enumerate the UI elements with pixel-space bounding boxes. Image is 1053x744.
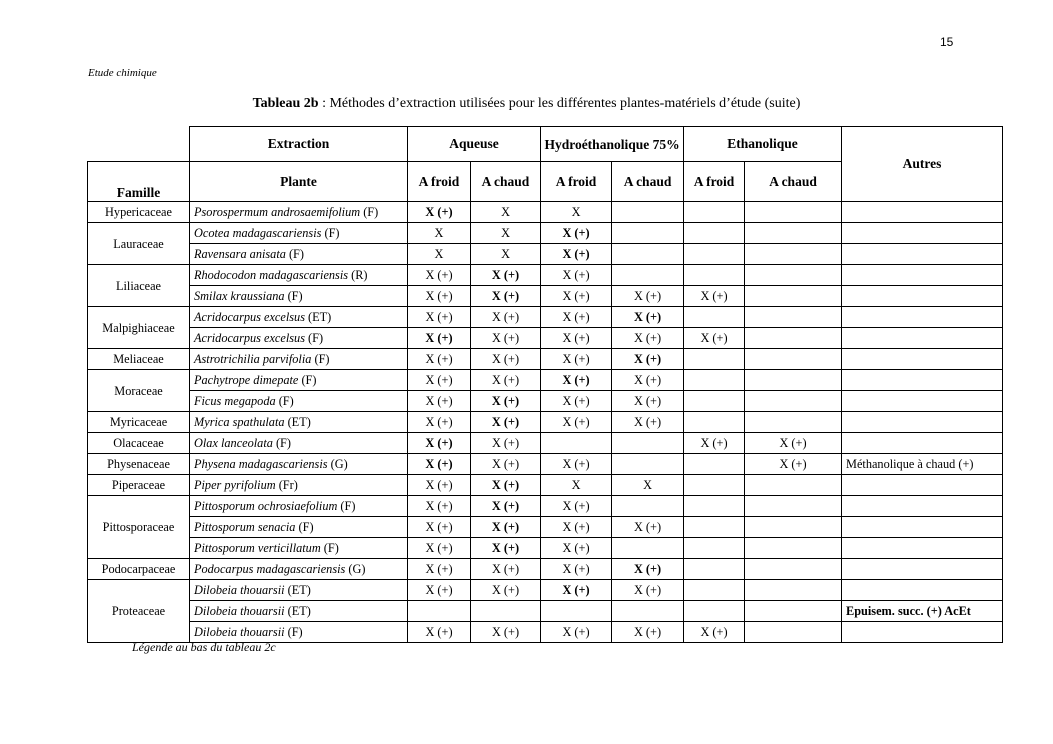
- method-cell: X (+): [408, 580, 471, 601]
- plant-part: (ET): [284, 604, 311, 618]
- method-cell: X (+): [408, 496, 471, 517]
- method-cell: [745, 517, 842, 538]
- plant-part: (F): [304, 331, 324, 345]
- plant-part: (Fr): [275, 478, 298, 492]
- method-cell: X (+): [471, 559, 541, 580]
- method-cell: X (+): [471, 391, 541, 412]
- autres-cell: [842, 496, 1003, 517]
- family-cell: Liliaceae: [88, 265, 190, 307]
- method-cell: [745, 475, 842, 496]
- table-row: [88, 580, 1003, 601]
- method-cell: [684, 475, 745, 496]
- method-cell: X: [471, 223, 541, 244]
- table-row: [88, 601, 1003, 622]
- family-cell: Hypericaceae: [88, 202, 190, 223]
- method-cell: X (+): [408, 307, 471, 328]
- plant-name: Piper pyrifolium: [194, 478, 276, 492]
- plant-name: Pittosporum senacia: [194, 520, 296, 534]
- method-cell: X (+): [541, 391, 612, 412]
- plant-cell: [190, 475, 408, 496]
- table-row: [88, 244, 1003, 265]
- method-cell: X (+): [541, 370, 612, 391]
- method-cell: X (+): [541, 307, 612, 328]
- legend-note: Légende au bas du tableau 2c: [132, 640, 276, 654]
- plant-cell: [190, 580, 408, 601]
- table-row: [88, 391, 1003, 412]
- method-cell: X (+): [612, 307, 684, 328]
- plant-part: (F): [275, 394, 294, 408]
- plant-cell: [190, 433, 408, 454]
- method-cell: X: [471, 202, 541, 223]
- method-cell: X (+): [541, 412, 612, 433]
- plant-cell: [190, 538, 408, 559]
- plant-part: (F): [272, 436, 291, 450]
- method-cell: X (+): [745, 433, 842, 454]
- method-cell: [684, 601, 745, 622]
- method-cell: X (+): [408, 412, 471, 433]
- method-cell: X (+): [541, 223, 612, 244]
- plant-part: (F): [360, 205, 379, 219]
- plant-part: (ET): [284, 583, 311, 597]
- method-cell: [745, 370, 842, 391]
- method-cell: X (+): [541, 559, 612, 580]
- method-cell: [684, 391, 745, 412]
- method-cell: X (+): [541, 580, 612, 601]
- method-cell: X (+): [612, 517, 684, 538]
- table-row: [88, 454, 1003, 475]
- plant-name: Dilobeia thouarsii: [194, 583, 285, 597]
- plant-part: (F): [337, 499, 356, 513]
- method-cell: [612, 265, 684, 286]
- method-cell: [745, 559, 842, 580]
- table-row: [88, 538, 1003, 559]
- autres-cell: [842, 475, 1003, 496]
- header-famille: Famille: [88, 162, 190, 202]
- method-cell: X (+): [541, 244, 612, 265]
- method-cell: X (+): [541, 265, 612, 286]
- plant-part: (F): [321, 226, 340, 240]
- table-caption: [0, 96, 1053, 112]
- method-cell: [684, 559, 745, 580]
- family-cell: Pittosporaceae: [88, 496, 190, 559]
- method-cell: [471, 601, 541, 622]
- plant-name: Myrica spathulata: [194, 415, 285, 429]
- plant-name: Dilobeia thouarsii: [194, 604, 285, 618]
- method-cell: [684, 202, 745, 223]
- method-cell: [684, 244, 745, 265]
- method-cell: [612, 244, 684, 265]
- plant-name: Dilobeia thouarsii: [194, 625, 285, 639]
- method-cell: [745, 265, 842, 286]
- method-cell: [745, 307, 842, 328]
- method-cell: X (+): [408, 433, 471, 454]
- plant-cell: [190, 286, 408, 307]
- method-cell: X (+): [471, 496, 541, 517]
- method-cell: [612, 454, 684, 475]
- plant-part: (F): [295, 520, 314, 534]
- autres-cell: [842, 559, 1003, 580]
- plant-name: Olax lanceolata: [194, 436, 273, 450]
- autres-cell: [842, 370, 1003, 391]
- family-cell: Meliaceae: [88, 349, 190, 370]
- table-row: [88, 328, 1003, 349]
- method-cell: X (+): [541, 538, 612, 559]
- method-cell: X (+): [612, 391, 684, 412]
- method-cell: X (+): [541, 328, 612, 349]
- table-row: [88, 412, 1003, 433]
- autres-cell: Epuisem. succ. (+) AcEt: [842, 601, 1003, 622]
- plant-name: Pittosporum verticillatum: [194, 541, 321, 555]
- autres-cell: [842, 622, 1003, 643]
- method-cell: [745, 601, 842, 622]
- method-cell: X (+): [541, 286, 612, 307]
- plant-cell: [190, 391, 408, 412]
- table-row: [88, 475, 1003, 496]
- method-cell: [612, 202, 684, 223]
- autres-cell: [842, 349, 1003, 370]
- plant-name: Pachytrope dimepate: [194, 373, 299, 387]
- autres-cell: [842, 328, 1003, 349]
- autres-cell: [842, 538, 1003, 559]
- table-row: [88, 433, 1003, 454]
- header-aqueuse: Aqueuse: [408, 127, 541, 162]
- plant-name: Acridocarpus excelsus: [194, 310, 305, 324]
- method-cell: [684, 349, 745, 370]
- method-cell: X: [612, 475, 684, 496]
- plant-cell: [190, 412, 408, 433]
- method-cell: X (+): [471, 580, 541, 601]
- plant-cell: [190, 559, 408, 580]
- plant-name: Physena madagascariensis: [194, 457, 328, 471]
- plant-part: (G): [345, 562, 366, 576]
- method-cell: X: [408, 223, 471, 244]
- method-cell: X (+): [408, 370, 471, 391]
- running-header: Etude chimique: [88, 67, 157, 79]
- header-a-chaud: A chaud: [471, 162, 541, 202]
- method-cell: X (+): [408, 202, 471, 223]
- plant-cell: [190, 370, 408, 391]
- method-cell: X (+): [471, 538, 541, 559]
- extraction-table: [87, 126, 1003, 643]
- method-cell: X (+): [408, 538, 471, 559]
- method-cell: X (+): [612, 559, 684, 580]
- header-a-chaud: A chaud: [745, 162, 842, 202]
- method-cell: [612, 223, 684, 244]
- method-cell: X (+): [408, 454, 471, 475]
- family-cell: Proteaceae: [88, 580, 190, 643]
- autres-cell: [842, 517, 1003, 538]
- table-row: [88, 223, 1003, 244]
- plant-cell: [190, 328, 408, 349]
- autres-cell: [842, 286, 1003, 307]
- plant-part: (G): [327, 457, 348, 471]
- method-cell: X (+): [541, 622, 612, 643]
- method-cell: [745, 496, 842, 517]
- method-cell: X (+): [408, 517, 471, 538]
- autres-cell: [842, 433, 1003, 454]
- method-cell: X (+): [408, 286, 471, 307]
- method-cell: X (+): [471, 370, 541, 391]
- caption-text: : Méthodes d’extraction utilisées pour les différentes plantes-matériels d’étude (suite): [318, 96, 801, 111]
- method-cell: [745, 286, 842, 307]
- method-cell: X (+): [471, 622, 541, 643]
- method-cell: X (+): [471, 328, 541, 349]
- method-cell: X (+): [408, 559, 471, 580]
- autres-cell: Méthanolique à chaud (+): [842, 454, 1003, 475]
- plant-name: Acridocarpus excelsus: [194, 331, 305, 345]
- page-number: 15: [940, 35, 954, 49]
- plant-name: Ravensara anisata: [194, 247, 286, 261]
- method-cell: X: [408, 244, 471, 265]
- plant-cell: [190, 202, 408, 223]
- method-cell: X (+): [684, 328, 745, 349]
- method-cell: [612, 538, 684, 559]
- method-cell: X (+): [684, 433, 745, 454]
- method-cell: X (+): [471, 454, 541, 475]
- family-cell: Moraceae: [88, 370, 190, 412]
- plant-part: (F): [320, 541, 339, 555]
- plant-name: Ficus megapoda: [194, 394, 276, 408]
- family-cell: Myricaceae: [88, 412, 190, 433]
- method-cell: [745, 622, 842, 643]
- method-cell: X (+): [612, 580, 684, 601]
- header-a-froid: A froid: [684, 162, 745, 202]
- plant-name: Smilax kraussiana: [194, 289, 285, 303]
- header-autres: Autres: [842, 127, 1003, 202]
- plant-part: (F): [284, 289, 303, 303]
- method-cell: [745, 412, 842, 433]
- plant-cell: [190, 223, 408, 244]
- autres-cell: [842, 223, 1003, 244]
- header-a-chaud: A chaud: [612, 162, 684, 202]
- table-row: [88, 349, 1003, 370]
- header-a-froid: A froid: [408, 162, 471, 202]
- method-cell: [745, 244, 842, 265]
- plant-name: Rhodocodon madagascariensis: [194, 268, 349, 282]
- method-cell: X (+): [684, 286, 745, 307]
- family-cell: Olacaceae: [88, 433, 190, 454]
- method-cell: X (+): [541, 517, 612, 538]
- method-cell: X (+): [471, 349, 541, 370]
- method-cell: [684, 496, 745, 517]
- method-cell: X (+): [612, 370, 684, 391]
- table-row: [88, 202, 1003, 223]
- method-cell: [684, 370, 745, 391]
- plant-cell: [190, 307, 408, 328]
- plant-part: (F): [285, 247, 304, 261]
- plant-cell: [190, 244, 408, 265]
- family-cell: Podocarpaceae: [88, 559, 190, 580]
- autres-cell: [842, 265, 1003, 286]
- table-row: [88, 286, 1003, 307]
- plant-name: Podocarpus madagascariensis: [194, 562, 346, 576]
- method-cell: [541, 601, 612, 622]
- family-cell: Lauraceae: [88, 223, 190, 265]
- plant-part: (ET): [284, 415, 311, 429]
- table-row: [88, 370, 1003, 391]
- method-cell: X (+): [541, 349, 612, 370]
- autres-cell: [842, 307, 1003, 328]
- method-cell: X (+): [684, 622, 745, 643]
- table-row: [88, 517, 1003, 538]
- method-cell: [745, 328, 842, 349]
- method-cell: X (+): [408, 265, 471, 286]
- method-cell: X (+): [541, 454, 612, 475]
- method-cell: X (+): [612, 349, 684, 370]
- method-cell: X (+): [408, 349, 471, 370]
- method-cell: [684, 412, 745, 433]
- header-a-froid: A froid: [541, 162, 612, 202]
- method-cell: X (+): [471, 475, 541, 496]
- method-cell: X (+): [471, 433, 541, 454]
- method-cell: [684, 223, 745, 244]
- method-cell: X: [541, 202, 612, 223]
- method-cell: [745, 391, 842, 412]
- method-cell: [745, 580, 842, 601]
- method-cell: [684, 307, 745, 328]
- method-cell: X (+): [471, 517, 541, 538]
- method-cell: [541, 433, 612, 454]
- plant-cell: [190, 349, 408, 370]
- method-cell: X (+): [471, 265, 541, 286]
- autres-cell: [842, 391, 1003, 412]
- table-row: [88, 265, 1003, 286]
- autres-cell: [842, 244, 1003, 265]
- method-cell: X: [471, 244, 541, 265]
- plant-part: (R): [348, 268, 368, 282]
- header-extraction: Extraction: [190, 127, 408, 162]
- method-cell: X (+): [471, 286, 541, 307]
- method-cell: X (+): [612, 622, 684, 643]
- method-cell: X: [541, 475, 612, 496]
- header-plante: Plante: [190, 162, 408, 202]
- plant-name: Astrotrichilia parvifolia: [194, 352, 312, 366]
- method-cell: X (+): [612, 412, 684, 433]
- method-cell: [612, 496, 684, 517]
- method-cell: [745, 538, 842, 559]
- family-cell: Malpighiaceae: [88, 307, 190, 349]
- method-cell: [745, 223, 842, 244]
- method-cell: X (+): [745, 454, 842, 475]
- method-cell: X (+): [471, 412, 541, 433]
- autres-cell: [842, 580, 1003, 601]
- method-cell: [612, 433, 684, 454]
- header-hydroethanolique: Hydroéthanolique 75%: [541, 127, 684, 162]
- plant-cell: [190, 265, 408, 286]
- plant-cell: [190, 601, 408, 622]
- plant-cell: [190, 454, 408, 475]
- method-cell: X (+): [408, 328, 471, 349]
- plant-part: (F): [311, 352, 330, 366]
- method-cell: [684, 517, 745, 538]
- method-cell: X (+): [541, 496, 612, 517]
- plant-name: Pittosporum ochrosiaefolium: [194, 499, 338, 513]
- corner-blank: [88, 127, 190, 162]
- caption-label: Tableau 2b: [252, 96, 319, 111]
- method-cell: X (+): [408, 475, 471, 496]
- method-cell: [745, 349, 842, 370]
- method-cell: X (+): [471, 307, 541, 328]
- method-cell: [684, 454, 745, 475]
- table-row: [88, 307, 1003, 328]
- method-cell: [612, 601, 684, 622]
- family-cell: Physenaceae: [88, 454, 190, 475]
- family-cell: Piperaceae: [88, 475, 190, 496]
- plant-part: (ET): [304, 310, 332, 324]
- plant-part: (F): [284, 625, 303, 639]
- plant-name: Ocotea madagascariensis: [194, 226, 322, 240]
- method-cell: [684, 538, 745, 559]
- method-cell: [408, 601, 471, 622]
- plant-name: Psorospermum androsaemifolium: [194, 205, 361, 219]
- table-row: [88, 496, 1003, 517]
- method-cell: [684, 265, 745, 286]
- method-cell: [745, 202, 842, 223]
- method-cell: X (+): [612, 286, 684, 307]
- plant-cell: [190, 496, 408, 517]
- method-cell: X (+): [612, 328, 684, 349]
- autres-cell: [842, 412, 1003, 433]
- method-cell: X (+): [408, 391, 471, 412]
- plant-part: (F): [298, 373, 317, 387]
- table-row: [88, 559, 1003, 580]
- method-cell: X (+): [408, 622, 471, 643]
- plant-cell: [190, 517, 408, 538]
- method-cell: [684, 580, 745, 601]
- autres-cell: [842, 202, 1003, 223]
- header-ethanolique: Ethanolique: [684, 127, 842, 162]
